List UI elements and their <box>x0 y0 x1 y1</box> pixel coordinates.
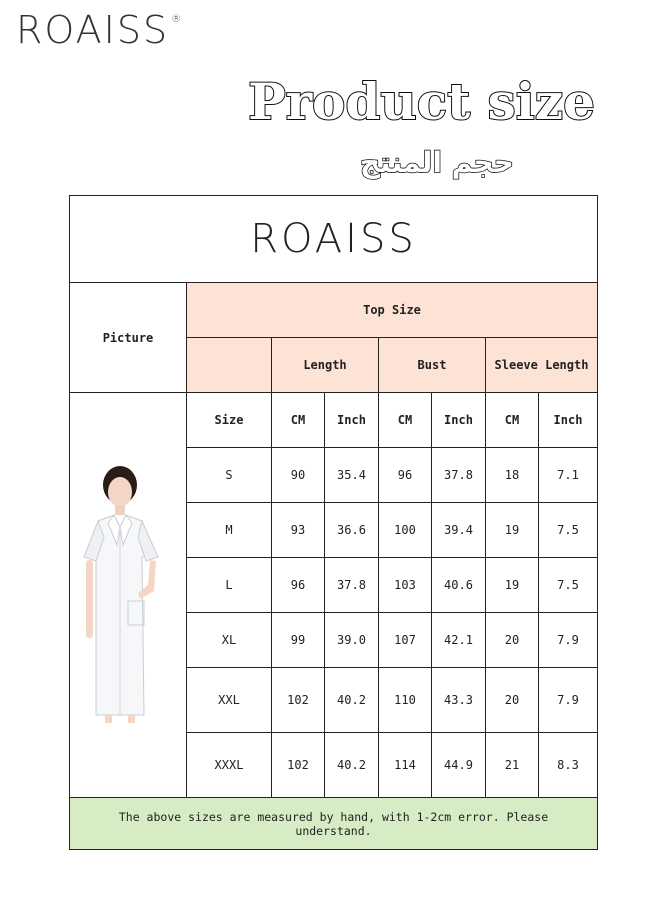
sleeve-inch-cell: 7.5 <box>539 558 598 613</box>
length-cm-header: CM <box>272 393 325 448</box>
length-cm-cell: 99 <box>272 613 325 668</box>
size-chart-table <box>69 195 598 850</box>
bust-header: Bust <box>379 338 486 393</box>
size-cell: S <box>187 448 272 503</box>
length-inch-cell: 40.2 <box>325 733 379 798</box>
size-cell: L <box>187 558 272 613</box>
length-header: Length <box>272 338 379 393</box>
length-cm-cell: 90 <box>272 448 325 503</box>
bust-cm-cell: 114 <box>379 733 432 798</box>
size-column-header: Size <box>187 393 272 448</box>
lab-coat-model-image <box>70 465 186 725</box>
brand-logo-text: ROAISS <box>16 8 170 52</box>
header-blank <box>187 338 272 393</box>
length-cm-cell: 93 <box>272 503 325 558</box>
page-title: Product size <box>248 72 595 131</box>
bust-cm-cell: 110 <box>379 668 432 733</box>
sleeve-inch-cell: 7.9 <box>539 668 598 733</box>
length-inch-cell: 39.0 <box>325 613 379 668</box>
sleeve-cm-cell: 20 <box>486 668 539 733</box>
bust-cm-header: CM <box>379 393 432 448</box>
size-cell: XL <box>187 613 272 668</box>
picture-header: Picture <box>70 283 187 393</box>
sleeve-cm-cell: 19 <box>486 503 539 558</box>
bust-inch-cell: 43.3 <box>432 668 486 733</box>
sleeve-length-header: Sleeve Length <box>486 338 598 393</box>
sleeve-cm-header: CM <box>486 393 539 448</box>
bust-cm-cell: 103 <box>379 558 432 613</box>
measurement-note: The above sizes are measured by hand, with 1-2cm error. Please understand. <box>70 798 598 850</box>
sleeve-cm-cell: 20 <box>486 613 539 668</box>
length-inch-cell: 35.4 <box>325 448 379 503</box>
bust-inch-cell: 42.1 <box>432 613 486 668</box>
bust-cm-cell: 96 <box>379 448 432 503</box>
brand-logo <box>16 8 183 52</box>
sleeve-inch-cell: 7.5 <box>539 503 598 558</box>
sleeve-cm-cell: 18 <box>486 448 539 503</box>
bust-inch-cell: 39.4 <box>432 503 486 558</box>
sleeve-inch-header: Inch <box>539 393 598 448</box>
bust-inch-cell: 37.8 <box>432 448 486 503</box>
bust-inch-cell: 44.9 <box>432 733 486 798</box>
size-cell: XXL <box>187 668 272 733</box>
length-inch-cell: 40.2 <box>325 668 379 733</box>
length-inch-cell: 36.6 <box>325 503 379 558</box>
table-logo: ROAISS <box>250 216 417 262</box>
sleeve-inch-cell: 7.9 <box>539 613 598 668</box>
bust-inch-cell: 40.6 <box>432 558 486 613</box>
registered-mark: ® <box>171 14 184 25</box>
length-inch-header: Inch <box>325 393 379 448</box>
table-logo-cell <box>70 196 598 283</box>
size-cell: M <box>187 503 272 558</box>
top-size-header: Top Size <box>187 283 598 338</box>
sleeve-cm-cell: 19 <box>486 558 539 613</box>
bust-cm-cell: 107 <box>379 613 432 668</box>
product-picture-cell <box>70 393 187 798</box>
page-subtitle: حجم المنتج <box>360 146 514 179</box>
length-inch-cell: 37.8 <box>325 558 379 613</box>
bust-inch-header: Inch <box>432 393 486 448</box>
length-cm-cell: 96 <box>272 558 325 613</box>
length-cm-cell: 102 <box>272 733 325 798</box>
bust-cm-cell: 100 <box>379 503 432 558</box>
size-cell: XXXL <box>187 733 272 798</box>
length-cm-cell: 102 <box>272 668 325 733</box>
sleeve-cm-cell: 21 <box>486 733 539 798</box>
sleeve-inch-cell: 7.1 <box>539 448 598 503</box>
sleeve-inch-cell: 8.3 <box>539 733 598 798</box>
